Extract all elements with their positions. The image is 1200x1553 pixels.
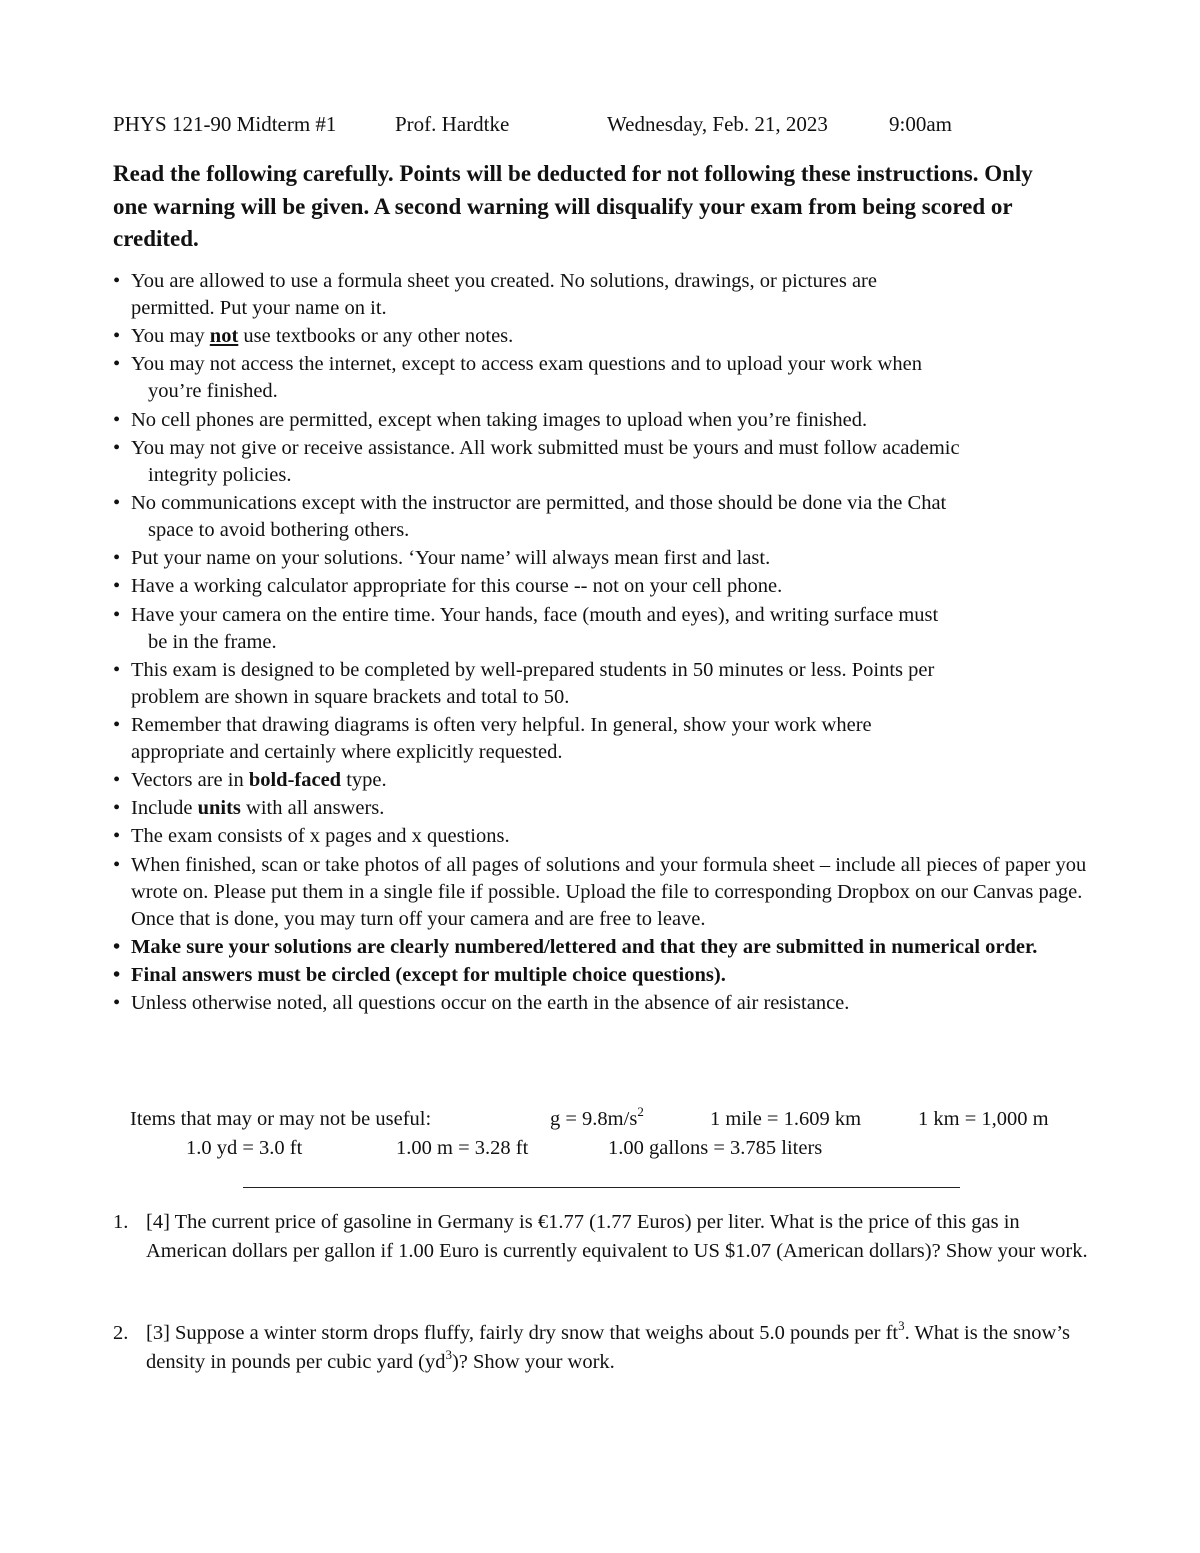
professor-name: Prof. Hardtke <box>395 112 510 136</box>
rule-item <box>113 712 1103 766</box>
cubic-exponent: 3 <box>445 1347 452 1362</box>
cubic-exponent: 3 <box>898 1318 905 1333</box>
question-text <box>146 1319 1103 1377</box>
rule-text-continued: space to avoid bothering others. <box>148 518 410 541</box>
bullet-icon: • <box>113 935 121 958</box>
bullet-icon: • <box>113 408 121 431</box>
instructions-warning: Read the following carefully. Points will be deducted for not following these instructions. Only one warning will be given. A second warning will disqualify your exam from being scored or credited. <box>113 161 1033 251</box>
exam-date: Wednesday, Feb. 21, 2023 <box>607 112 828 136</box>
bullet-icon: • <box>113 491 121 514</box>
rule-item <box>113 545 1103 572</box>
exam-header <box>113 112 1113 144</box>
gravity-constant <box>550 1104 644 1131</box>
bullet-icon: • <box>113 603 121 626</box>
exam-time: 9:00am <box>889 112 952 136</box>
gravity-exponent: 2 <box>637 1104 644 1119</box>
rule-emphasis: units <box>197 797 241 820</box>
rule-text-continued: permitted. Put your name on it. <box>131 297 387 319</box>
rule-item <box>113 767 1103 794</box>
useful-conversions <box>130 1104 1090 1168</box>
rule-text-continued: appropriate and certainly where explicitly requested. <box>131 740 563 763</box>
rule-text-continued: integrity policies. <box>148 463 292 486</box>
rule-text: Have your camera on the entire time. Your hands, face (mouth and eyes), and writing surface must <box>131 603 939 626</box>
gallon-conversion: 1.00 gallons = 3.785 liters <box>608 1137 823 1159</box>
rule-emphasis: bold-faced <box>248 769 342 792</box>
rule-text: Make sure your solutions are clearly numbered/lettered and that they are submitted in numerical order. <box>131 935 1038 958</box>
rule-text: Unless otherwise noted, all questions occur on the earth in the absence of air resistance. <box>131 992 850 1015</box>
useful-intro: Items that may or may not be useful: <box>130 1108 432 1130</box>
rule-item <box>113 602 1103 656</box>
question-text-part: )? Show your work. <box>451 1351 615 1373</box>
rule-text: Have a working calculator appropriate for this course -- not on your cell phone. <box>131 575 783 598</box>
rule-text: The exam consists of x pages and x questions. <box>131 825 510 848</box>
question-number: 1. <box>113 1211 129 1233</box>
rule-text: You are allowed to use a formula sheet you created. No solutions, drawings, or pictures are <box>131 270 877 292</box>
question-number: 2. <box>113 1322 129 1344</box>
rule-item <box>113 990 1103 1017</box>
rule-item <box>113 962 1103 989</box>
rule-item <box>113 852 1103 933</box>
rule-text-continued: you’re finished. <box>148 380 278 403</box>
rule-text: use textbooks or any other notes. <box>238 325 514 348</box>
rule-text: No communications except with the instructor are permitted, and those should be done via the Chat <box>131 491 947 514</box>
rule-text: When finished, scan or take photos of all pages of solutions and your formula sheet – include all pieces of paper you wrote on. Please put them in a single file if possible. Upload the file to corresponding Dropbox on our Canvas page. Once that is done, you may turn off your camera and are free to leave. <box>131 853 1087 930</box>
rule-item <box>113 823 1103 850</box>
rule-item <box>113 795 1103 822</box>
separator-line <box>243 1187 960 1188</box>
bullet-icon: • <box>113 658 121 681</box>
rules-list <box>113 268 1103 1018</box>
rule-text: Put your name on your solutions. ‘Your name’ will always mean first and last. <box>131 547 771 570</box>
gravity-value: g = 9.8m/s <box>550 1108 638 1130</box>
question-text-part: . What is the snow’s density in pounds per cubic yard (yd <box>146 1322 1070 1373</box>
rule-text: No cell phones are permitted, except when taking images to upload when you’re finished. <box>131 408 868 431</box>
rule-text: You may not give or receive assistance. All work submitted must be yours and must follow academic <box>131 436 960 459</box>
rule-item <box>113 407 1103 434</box>
question-text-part: [3] Suppose a winter storm drops fluffy, fairly dry snow that weighs about 5.0 pounds per ft <box>146 1322 899 1344</box>
bullet-icon: • <box>113 270 121 292</box>
km-conversion: 1 km = 1,000 m <box>918 1108 1049 1130</box>
rule-text-continued: be in the frame. <box>148 630 277 653</box>
bullet-icon: • <box>113 853 121 876</box>
bullet-icon: • <box>113 992 121 1015</box>
rule-item <box>113 435 1103 489</box>
bullet-icon: • <box>113 547 121 570</box>
rule-item <box>113 934 1103 961</box>
rule-text: Remember that drawing diagrams is often very helpful. In general, show your work where <box>131 713 872 736</box>
rule-text-continued: problem are shown in square brackets and total to 50. <box>131 685 570 708</box>
rule-item <box>113 323 1103 350</box>
question-1 <box>113 1208 1103 1266</box>
rule-text: This exam is designed to be completed by well-prepared students in 50 minutes or less. Points per <box>131 658 935 681</box>
bullet-icon: • <box>113 353 121 376</box>
rule-text: with all answers. <box>240 797 385 820</box>
bullet-icon: • <box>113 797 121 820</box>
bullet-icon: • <box>113 325 121 348</box>
rule-text: You may not access the internet, except to access exam questions and to upload your work when <box>131 353 922 376</box>
meter-conversion: 1.00 m = 3.28 ft <box>396 1137 529 1159</box>
bullet-icon: • <box>113 769 121 792</box>
bullet-icon: • <box>113 964 121 986</box>
rule-item <box>113 657 1103 711</box>
question-2 <box>113 1319 1103 1377</box>
rule-emphasis: not <box>209 325 239 348</box>
bullet-icon: • <box>113 575 121 598</box>
rule-text: You may <box>131 325 210 348</box>
rule-item <box>113 351 1103 405</box>
rule-text: type. <box>341 769 387 792</box>
rule-text: Include <box>131 797 198 820</box>
course-title: PHYS 121-90 Midterm #1 <box>113 112 337 136</box>
rule-text: Vectors are in <box>131 769 249 792</box>
yard-conversion: 1.0 yd = 3.0 ft <box>186 1137 303 1159</box>
mile-conversion: 1 mile = 1.609 km <box>710 1108 862 1130</box>
rule-item <box>113 268 1103 322</box>
rule-item <box>113 573 1103 600</box>
bullet-icon: • <box>113 825 121 848</box>
question-text: [4] The current price of gasoline in Germany is €1.77 (1.77 Euros) per liter. What is the price of this gas in American dollars per gallon if 1.00 Euro is currently equivalent to US $1.07 (American dollars)? Show your work. <box>146 1211 1088 1262</box>
rule-item <box>113 490 1103 544</box>
rule-text: Final answers must be circled (except for multiple choice questions). <box>131 964 726 986</box>
bullet-icon: • <box>113 713 121 736</box>
bullet-icon: • <box>113 436 121 459</box>
